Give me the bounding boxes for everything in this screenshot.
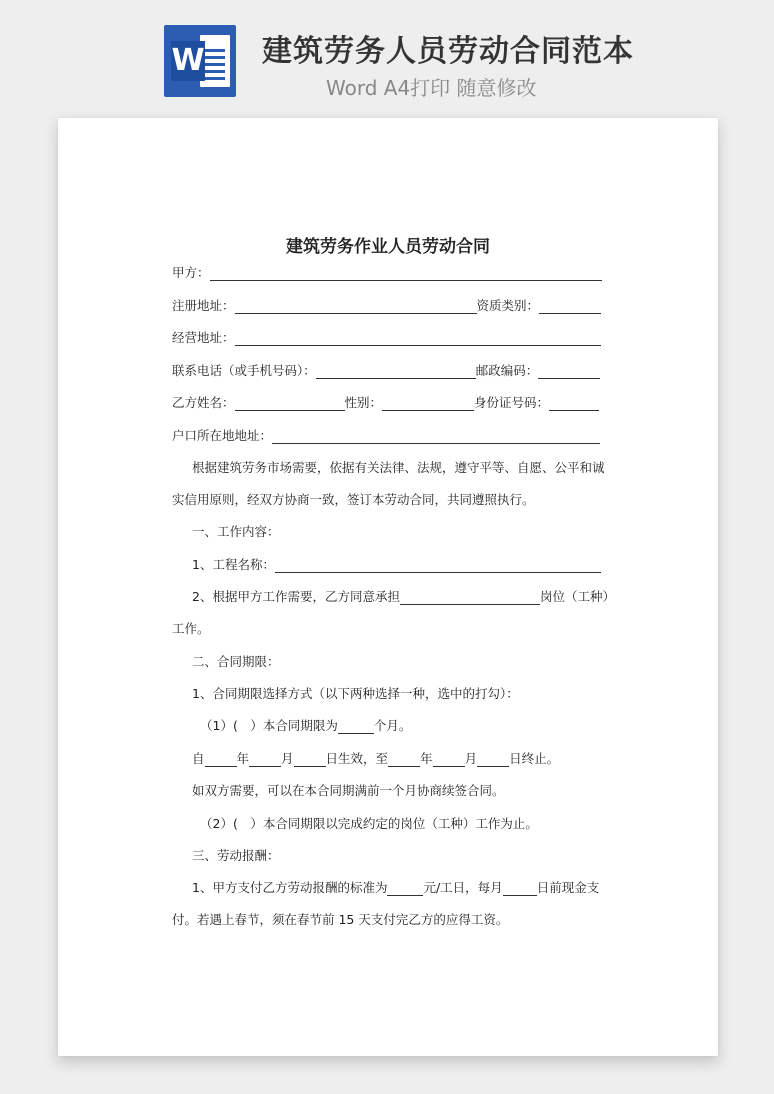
blank-end-month: [433, 751, 465, 767]
line-phone: [172, 361, 602, 381]
label-position: 2、根据甲方工作需要，乙方同意承担: [192, 589, 400, 604]
label-project-name: 1、工程名称：: [192, 557, 275, 572]
blank-postcode: [538, 363, 600, 379]
line-dates: [192, 749, 602, 769]
blank-months: [338, 718, 374, 734]
line-wage: [192, 878, 602, 898]
label-option-1: （1）( ）本合同期限为: [200, 718, 338, 733]
preamble-line-1: 根据建筑劳务市场需要，依据有关法律、法规，遵守平等、自愿、公平和诚: [192, 460, 605, 475]
label-wage-unit: 元/工日，每月: [423, 880, 503, 895]
page-header: [0, 0, 774, 110]
label-wage-std: 1、甲方支付乙方劳动报酬的标准为: [192, 880, 388, 895]
document-page: [58, 118, 718, 1056]
line-term-method: 1、合同期限选择方式（以下两种选择一种，选中的打勾）：: [192, 686, 519, 701]
line-position-cont: 工作。: [172, 621, 210, 636]
word-letter: W: [171, 41, 205, 81]
label-hukou: 户口所在地地址：: [172, 428, 273, 443]
section-3-heading: 三、劳动报酬：: [192, 848, 280, 863]
line-position: [192, 587, 615, 607]
label-postcode: 邮政编码：: [475, 363, 539, 378]
blank-phone: [316, 363, 476, 379]
label-phone: 联系电话（或手机号码）：: [172, 363, 316, 378]
line-party-a: [172, 263, 602, 283]
blank-start-day: [294, 751, 326, 767]
word-icon: [164, 25, 236, 97]
blank-pay-day: [503, 880, 537, 896]
blank-reg-addr: [235, 298, 477, 314]
blank-start-year: [205, 751, 237, 767]
label-end: 日终止。: [509, 751, 560, 766]
label-year-2: 年: [420, 751, 433, 766]
blank-end-year: [388, 751, 420, 767]
label-start: 日生效，至: [325, 751, 389, 766]
blank-gender: [382, 395, 474, 411]
label-biz-addr: 经营地址：: [172, 330, 235, 345]
label-pay-cash: 日前现金支: [536, 880, 600, 895]
blank-end-day: [477, 751, 509, 767]
label-from: 自: [192, 751, 205, 766]
section-2-heading: 二、合同期限：: [192, 654, 280, 669]
label-gender: 性别：: [344, 395, 383, 410]
line-wage-cont: 付。若遇上春节，须在春节前 15 天支付完乙方的应得工资。: [172, 912, 509, 927]
line-hukou: [172, 426, 602, 446]
label-year-1: 年: [236, 751, 250, 766]
blank-hukou: [272, 428, 600, 444]
blank-position: [400, 589, 540, 605]
line-project-name: [192, 555, 602, 575]
label-month-2: 月: [464, 751, 478, 766]
document-title: 建筑劳务作业人员劳动合同: [286, 237, 490, 257]
line-b-name: [172, 393, 602, 413]
blank-project-name: [275, 557, 601, 573]
label-b-name: 乙方姓名：: [172, 395, 235, 410]
line-biz-addr: [172, 328, 602, 348]
page-title: 建筑劳务人员劳动合同范本: [262, 34, 634, 69]
line-renew: 如双方需要，可以在本合同期满前一个月协商续签合同。: [192, 783, 505, 798]
label-month-1: 月: [281, 751, 294, 766]
blank-party-a: [210, 265, 602, 281]
blank-b-name: [235, 395, 345, 411]
label-months: 个月。: [373, 718, 412, 733]
blank-wage: [387, 880, 423, 896]
label-qual: 资质类别：: [476, 298, 540, 313]
section-1-heading: 一、工作内容：: [192, 524, 280, 539]
label-position-type: 岗位（工种）: [539, 589, 615, 604]
line-option-2: （2）( ）本合同期限以完成约定的岗位（工种）工作为止。: [200, 816, 538, 831]
label-party-a: 甲方：: [172, 265, 210, 280]
label-id-no: 身份证号码：: [474, 395, 550, 410]
blank-biz-addr: [235, 330, 601, 346]
line-reg-addr: [172, 296, 602, 316]
blank-qual: [539, 298, 601, 314]
label-reg-addr: 注册地址：: [172, 298, 235, 313]
page-subtitle: Word A4打印 随意修改: [326, 76, 537, 100]
blank-start-month: [249, 751, 281, 767]
line-option-1: [200, 716, 602, 736]
preamble-line-2: 实信用原则，经双方协商一致，签订本劳动合同，共同遵照执行。: [172, 492, 535, 507]
blank-id-no: [549, 395, 599, 411]
